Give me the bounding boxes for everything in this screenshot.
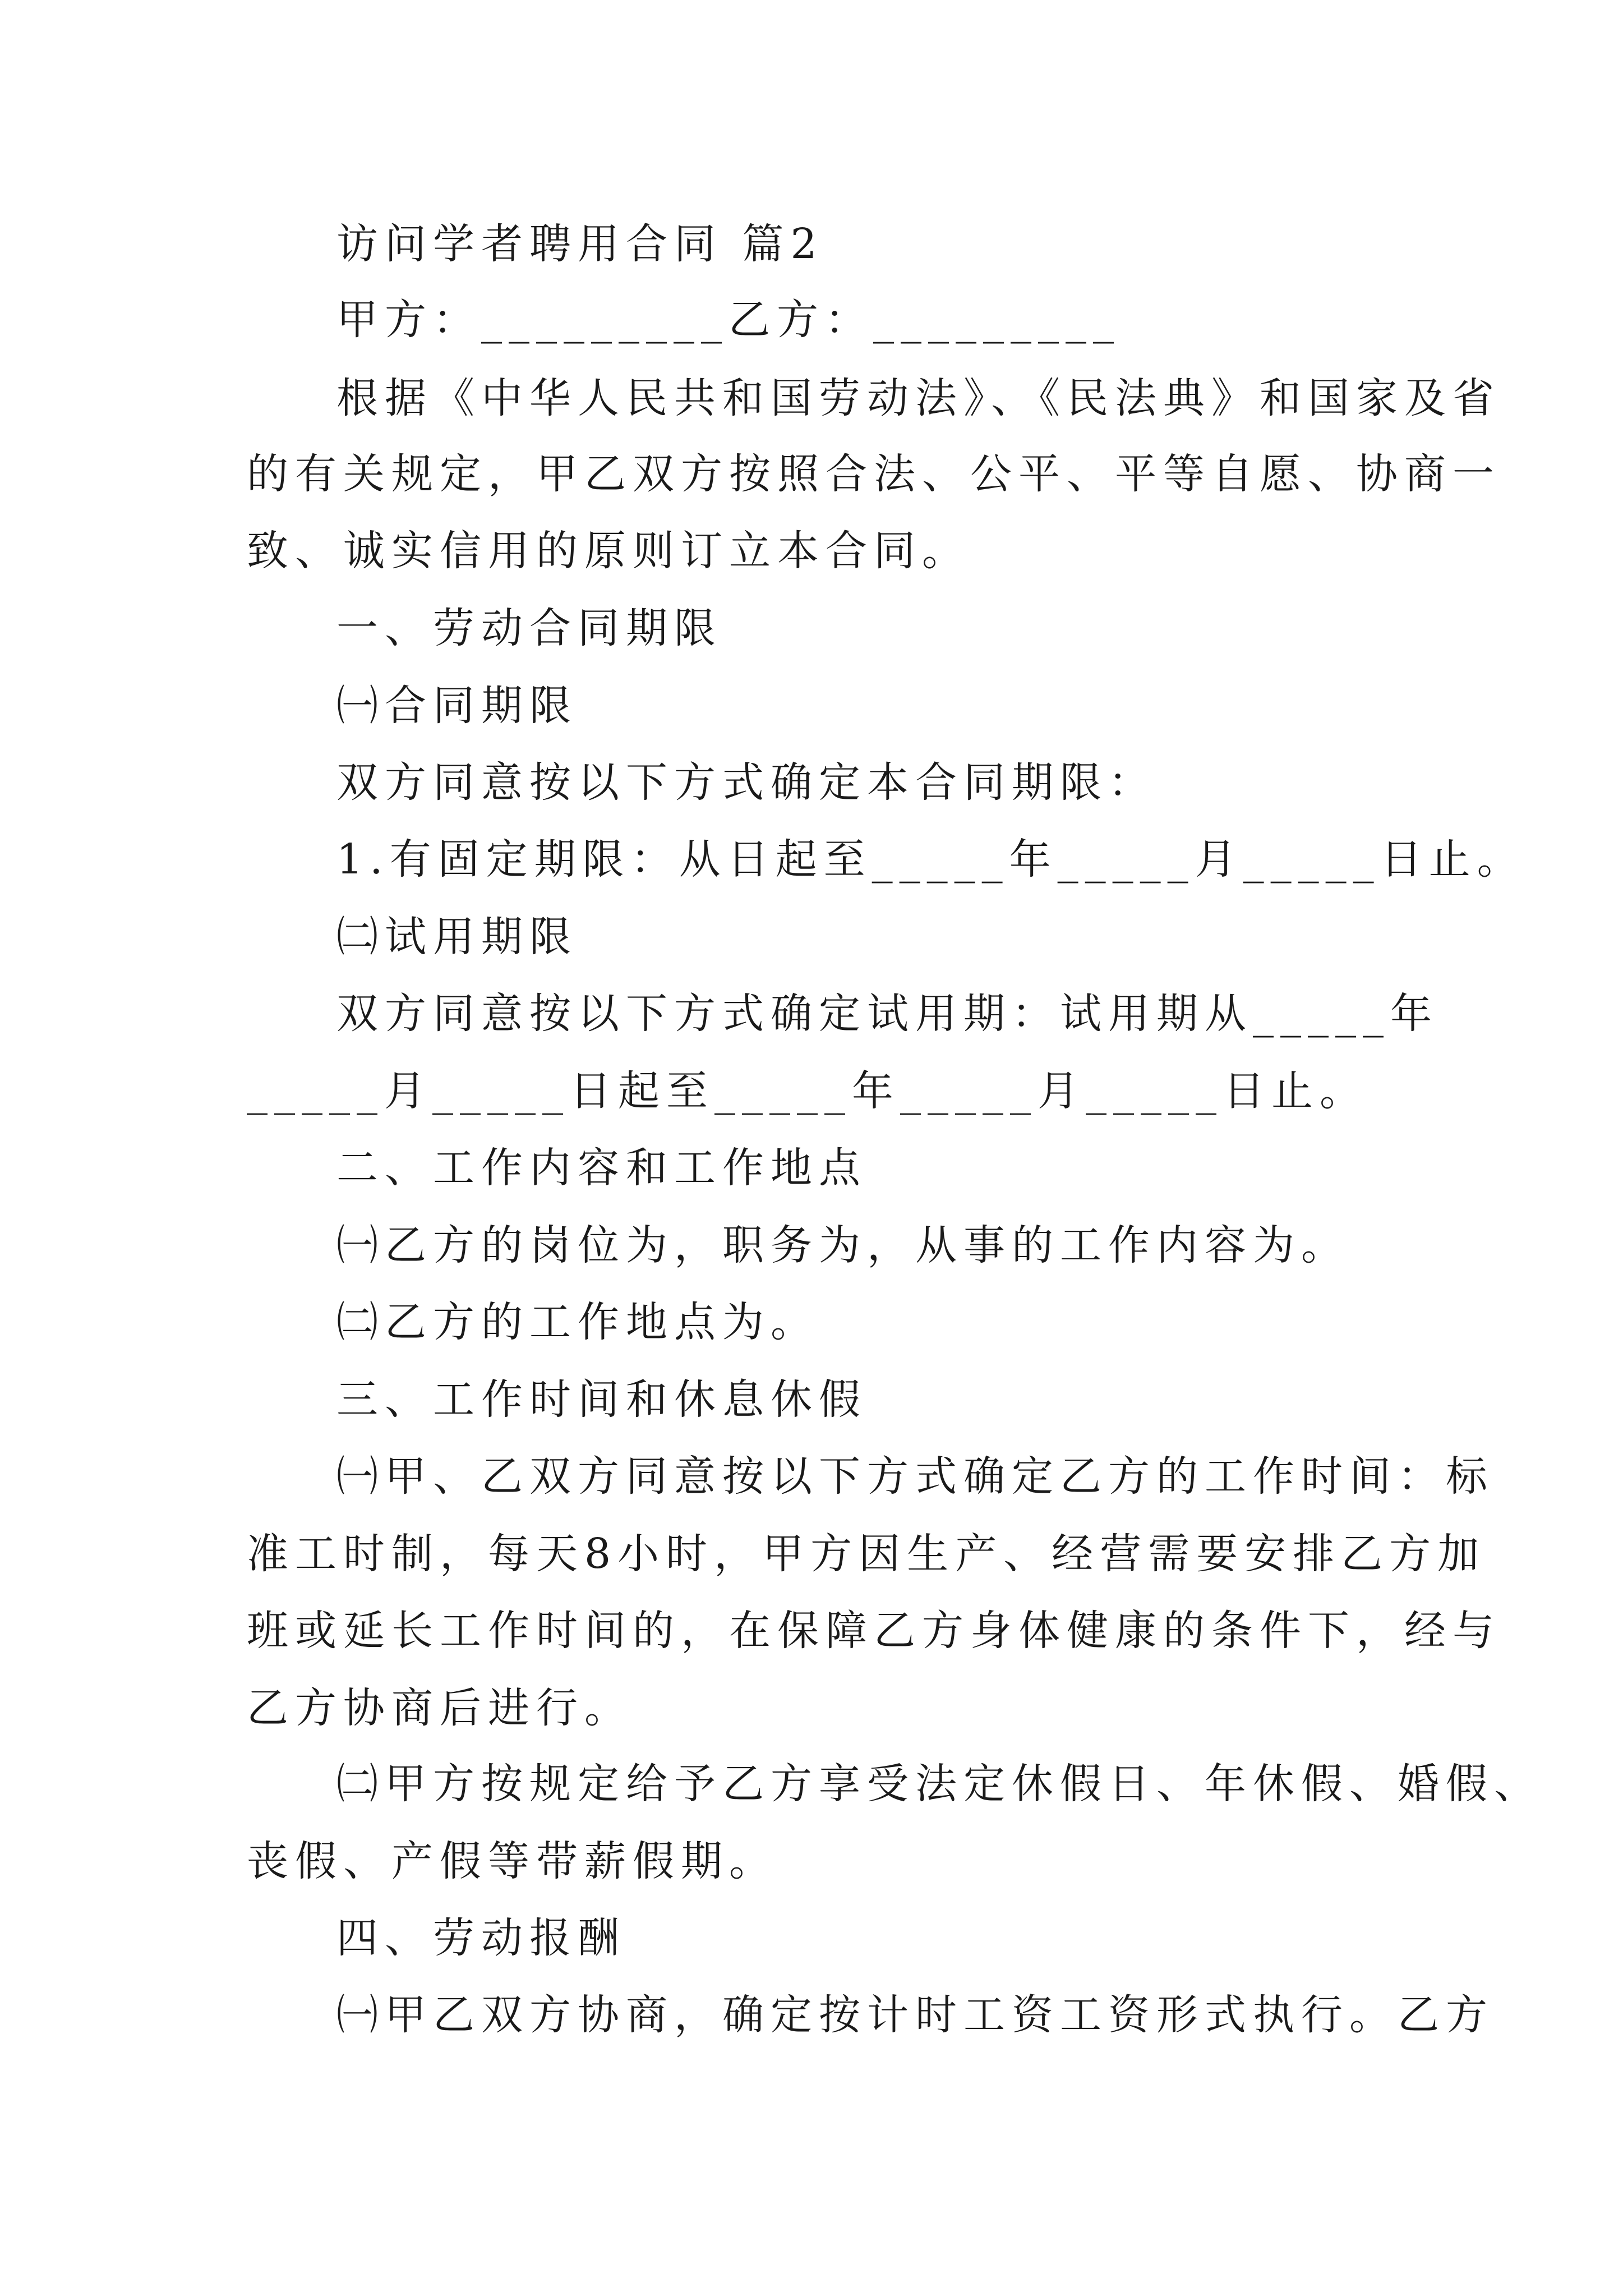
paragraph-line: ㈠甲乙双方协商，确定按计时工资工资形式执行。乙方 [336,1991,1494,2039]
paragraph-line: 的有关规定，甲乙双方按照合法、公平、平等自愿、协商一 [247,450,1501,498]
parties-line: 甲方：_________乙方：_________ [336,296,1121,344]
paragraph-line: 根据《中华人民共和国劳动法》、《民法典》和国家及省 [336,374,1501,422]
section-heading: 四、劳动报酬 [336,1914,626,1962]
paragraph-line: 班或延长工作时间的，在保障乙方身体健康的条件下，经与 [247,1607,1501,1655]
paragraph-line: 致、诚实信用的原则订立本合同。 [247,527,970,575]
section-heading: 三、工作时间和休息休假 [336,1375,867,1424]
subsection-heading: ㈠合同期限 [336,682,578,730]
paragraph-line: ㈠乙方的岗位为，职务为，从事的工作内容为。 [336,1221,1349,1269]
paragraph-line: ㈡乙方的工作地点为。 [336,1298,819,1346]
paragraph-line: 准工时制，每天8小时，甲方因生产、经营需要安排乙方加 [247,1530,1486,1578]
paragraph-line: ㈠甲、乙双方同意按以下方式确定乙方的工作时间：标 [336,1452,1494,1501]
subsection-heading: ㈡试用期限 [336,913,578,961]
paragraph-line: _____月_____日起至_____年_____月_____日止。 [247,1067,1368,1115]
paragraph-line: 双方同意按以下方式确定本合同期限： [336,758,1156,807]
paragraph-line: 丧假、产假等带薪假期。 [247,1837,777,1885]
document-title: 访问学者聘用合同 篇2 [336,220,824,268]
paragraph-line: 乙方协商后进行。 [247,1684,633,1732]
paragraph-line: 双方同意按以下方式确定试用期：试用期从_____年 [336,990,1438,1038]
section-heading: 一、劳动合同期限 [336,604,722,652]
paragraph-line: 1.有固定期限：从日起至_____年_____月_____日止。 [336,835,1525,884]
paragraph-line: ㈡甲方按规定给予乙方享受法定休假日、年休假、婚假、 [336,1760,1542,1808]
section-heading: 二、工作内容和工作地点 [336,1144,867,1192]
